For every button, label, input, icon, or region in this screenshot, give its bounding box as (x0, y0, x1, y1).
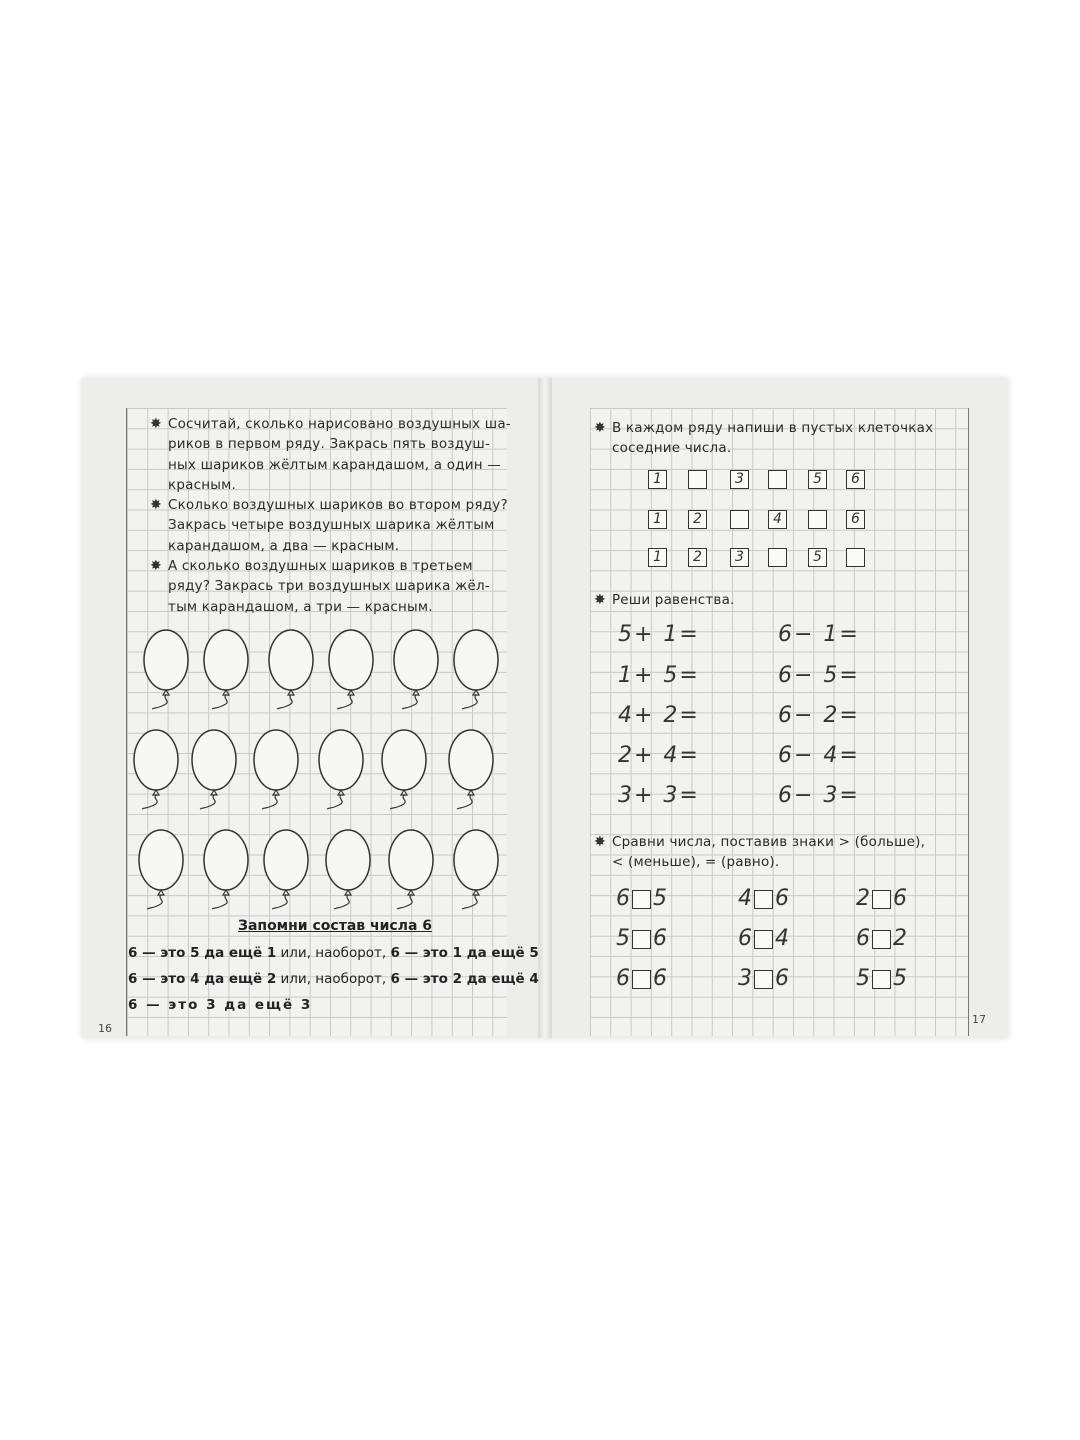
book-spine (538, 378, 552, 1038)
compare-number: 6 (738, 926, 752, 951)
star-bullet-icon: ✸ (594, 834, 606, 850)
compare-item (616, 926, 667, 951)
equation-subtraction: 6− 2= (778, 703, 860, 728)
balloon-icon[interactable] (139, 830, 183, 909)
left-task-1: ✸ Сосчитай, сколько нарисовано воздушных ша- риков в первом ряду. Закрась пять воздуш- ных шариков жёлтым карандашом, а один — красным. (150, 416, 511, 493)
right-task-2: ✸ Реши равенства. (594, 592, 735, 608)
compare-number: 6 (653, 926, 667, 951)
answer-box[interactable] (872, 890, 891, 909)
compare-number: 5 (856, 966, 870, 991)
answer-box[interactable] (632, 930, 651, 949)
compare-number: 6 (616, 886, 630, 911)
equation-subtraction: 6− 4= (778, 743, 860, 768)
star-bullet-icon: ✸ (150, 497, 162, 513)
number-box: 1 (648, 548, 667, 567)
compare-item (738, 926, 789, 951)
compare-item (616, 966, 667, 991)
number-box: 2 (688, 510, 707, 529)
page-number-right: 17 (972, 1013, 986, 1026)
balloon-icon[interactable] (454, 830, 498, 909)
compare-item (856, 966, 907, 991)
answer-box[interactable] (872, 970, 891, 989)
balloon-icon[interactable] (192, 730, 236, 809)
compare-number: 6 (775, 966, 789, 991)
empty-box[interactable] (688, 470, 707, 489)
compare-number: 5 (616, 926, 630, 951)
star-bullet-icon: ✸ (594, 420, 606, 436)
empty-box[interactable] (808, 510, 827, 529)
compare-number: 6 (893, 886, 907, 911)
composition-line: 6 — это 4 да ещё 2 или, наоборот, 6 — это 2 да ещё 4 (128, 971, 539, 987)
compare-item (616, 886, 667, 911)
number-box: 4 (768, 510, 787, 529)
balloon-icon[interactable] (269, 630, 313, 709)
balloon-icon[interactable] (326, 830, 370, 909)
equation-addition: 4+ 2= (618, 703, 700, 728)
compare-number: 6 (616, 966, 630, 991)
number-box: 5 (808, 470, 827, 489)
compare-number: 2 (893, 926, 907, 951)
left-task-3: ✸ А сколько воздушных шариков в третьем ряду? Закрась три воздушных шарика жёл- тым карандашом, а три — красным. (150, 558, 490, 615)
empty-box[interactable] (768, 548, 787, 567)
equation-addition: 2+ 4= (618, 743, 700, 768)
compare-number: 3 (738, 966, 752, 991)
compare-number: 4 (775, 926, 789, 951)
balloon-icon[interactable] (204, 630, 248, 709)
balloon-icon[interactable] (394, 630, 438, 709)
compare-number: 6 (653, 966, 667, 991)
composition-line: 6 — это 5 да ещё 1 или, наоборот, 6 — это 1 да ещё 5 (128, 945, 539, 961)
number-box: 3 (730, 470, 749, 489)
compare-item (856, 926, 907, 951)
number-box: 3 (730, 548, 749, 567)
equation-subtraction: 6− 5= (778, 663, 860, 688)
balloon-icon[interactable] (144, 630, 188, 709)
compare-item (738, 886, 789, 911)
page-number-left: 16 (98, 1022, 112, 1035)
empty-box[interactable] (768, 470, 787, 489)
right-task-3: ✸ Сравни числа, поставив знаки > (больше), < (меньше), = (равно). (594, 834, 926, 871)
balloon-icon[interactable] (264, 830, 308, 909)
compare-number: 5 (653, 886, 667, 911)
number-box: 1 (648, 510, 667, 529)
answer-box[interactable] (754, 930, 773, 949)
equation-addition: 1+ 5= (618, 663, 700, 688)
number-box: 2 (688, 548, 707, 567)
balloon-icon[interactable] (329, 630, 373, 709)
equation-subtraction: 6− 1= (778, 622, 860, 647)
star-bullet-icon: ✸ (150, 416, 162, 432)
answer-box[interactable] (754, 890, 773, 909)
equation-addition: 3+ 3= (618, 783, 700, 808)
balloons-illustration (126, 620, 506, 910)
balloon-icon[interactable] (389, 830, 433, 909)
balloon-icon[interactable] (254, 730, 298, 809)
balloon-icon[interactable] (319, 730, 363, 809)
answer-box[interactable] (632, 890, 651, 909)
star-bullet-icon: ✸ (150, 558, 162, 574)
empty-box[interactable] (730, 510, 749, 529)
number-box: 6 (846, 470, 865, 489)
remember-title: Запомни состав числа 6 (238, 918, 433, 934)
balloon-icon[interactable] (382, 730, 426, 809)
compare-number: 2 (856, 886, 870, 911)
empty-box[interactable] (846, 548, 865, 567)
balloon-icon[interactable] (134, 730, 178, 809)
compare-number: 5 (893, 966, 907, 991)
equation-addition: 5+ 1= (618, 622, 700, 647)
answer-box[interactable] (872, 930, 891, 949)
compare-number: 4 (738, 886, 752, 911)
left-task-2: ✸ Сколько воздушных шариков во втором ряду? Закрась четыре воздушных шарика жёлтым карандашом, а два — красным. (150, 497, 508, 554)
star-bullet-icon: ✸ (594, 592, 606, 608)
balloon-icon[interactable] (449, 730, 493, 809)
number-box: 1 (648, 470, 667, 489)
number-box: 6 (846, 510, 865, 529)
balloon-icon[interactable] (204, 830, 248, 909)
compare-number: 6 (775, 886, 789, 911)
compare-item (738, 966, 789, 991)
compare-item (856, 886, 907, 911)
equation-subtraction: 6− 3= (778, 783, 860, 808)
right-task-1: ✸ В каждом ряду напиши в пустых клеточках соседние числа. (594, 420, 934, 457)
composition-line: 6 — это 3 да ещё 3 (128, 997, 313, 1013)
number-box: 5 (808, 548, 827, 567)
answer-box[interactable] (754, 970, 773, 989)
compare-number: 6 (856, 926, 870, 951)
answer-box[interactable] (632, 970, 651, 989)
balloon-icon[interactable] (454, 630, 498, 709)
